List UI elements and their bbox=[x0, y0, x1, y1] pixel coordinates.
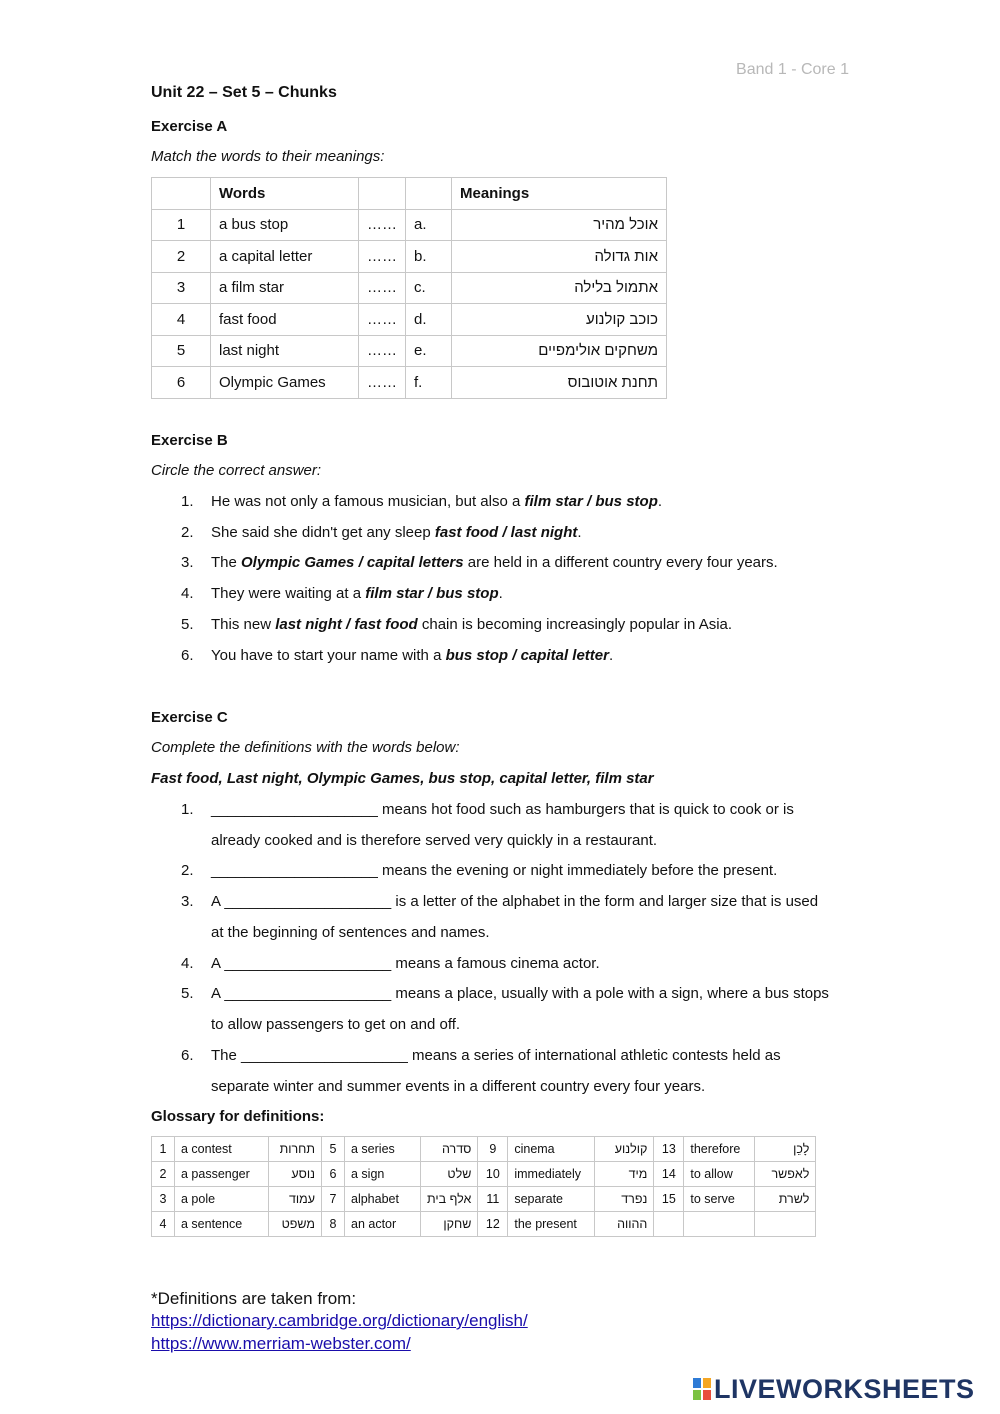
item-number: 6. bbox=[181, 1047, 194, 1064]
row-number: 1 bbox=[152, 209, 211, 241]
table-row bbox=[152, 1212, 816, 1237]
glossary-translation: שלט bbox=[421, 1162, 478, 1187]
glossary-translation: ההווה bbox=[595, 1212, 654, 1237]
glossary-term: a pole bbox=[175, 1187, 269, 1212]
item-number: 6. bbox=[181, 647, 194, 664]
answer-choice[interactable]: Olympic Games / capital letters bbox=[241, 554, 464, 571]
table-row bbox=[152, 241, 667, 273]
item-number: 4. bbox=[181, 585, 194, 602]
glossary-number: 14 bbox=[654, 1162, 684, 1187]
row-word: Olympic Games bbox=[211, 367, 359, 399]
glossary-number: 9 bbox=[478, 1137, 508, 1162]
row-letter: d. bbox=[406, 304, 452, 336]
item-text: This new bbox=[211, 616, 276, 633]
glossary-term: separate bbox=[508, 1187, 595, 1212]
glossary-number: 6 bbox=[322, 1162, 345, 1187]
answer-blank[interactable]: …… bbox=[359, 272, 406, 304]
row-meaning: אוכל מהיר bbox=[452, 209, 667, 241]
row-meaning: אתמול בלילה bbox=[452, 272, 667, 304]
row-number: 3 bbox=[152, 272, 211, 304]
item-number: 2. bbox=[181, 862, 194, 879]
glossary-translation: לָכֵן bbox=[755, 1137, 816, 1162]
definition-line[interactable]: A ____________________ is a letter of the alphabet in the form and larger size that is used bbox=[211, 893, 819, 910]
glossary-translation: עמוד bbox=[269, 1187, 322, 1212]
glossary-term: an actor bbox=[345, 1212, 421, 1237]
definition-line: at the beginning of sentences and names. bbox=[211, 924, 490, 941]
glossary-translation: משפט bbox=[269, 1212, 322, 1237]
table-row bbox=[152, 335, 667, 367]
item-text: The bbox=[211, 554, 242, 571]
glossary-number: 12 bbox=[478, 1212, 508, 1237]
item-number: 4. bbox=[181, 955, 194, 972]
item-text-end: . bbox=[608, 647, 614, 664]
item-text-end: chain is becoming increasingly popular in Asia. bbox=[417, 616, 733, 633]
item-text: He was not only a famous musician, but also a bbox=[211, 493, 525, 510]
definition-line[interactable]: ____________________ means hot food such as hamburgers that is quick to cook or is bbox=[211, 801, 794, 818]
row-letter: c. bbox=[406, 272, 452, 304]
answer-blank[interactable]: …… bbox=[359, 304, 406, 336]
glossary-number bbox=[654, 1212, 684, 1237]
answer-choice[interactable]: fast food / last night bbox=[434, 524, 578, 541]
table-row bbox=[152, 1137, 816, 1162]
answer-choice[interactable]: last night / fast food bbox=[275, 616, 418, 633]
glossary-translation: תחרות bbox=[269, 1137, 322, 1162]
glossary-number: 4 bbox=[152, 1212, 175, 1237]
definition-line[interactable]: The ____________________ means a series of international athletic contests held as bbox=[211, 1047, 781, 1064]
glossary-term: therefore bbox=[684, 1137, 755, 1162]
definition-line[interactable]: A ____________________ means a place, usually with a pole with a sign, where a bus stops bbox=[211, 985, 829, 1002]
definition-line: to allow passengers to get on and off. bbox=[211, 1016, 461, 1033]
glossary-term bbox=[684, 1212, 755, 1237]
answer-choice[interactable]: film star / bus stop bbox=[365, 585, 499, 602]
word-bank: Fast food, Last night, Olympic Games, bus stop, capital letter, film star bbox=[151, 770, 654, 787]
glossary-term: a passenger bbox=[175, 1162, 269, 1187]
item-number: 3. bbox=[181, 893, 194, 910]
glossary-term: to serve bbox=[684, 1187, 755, 1212]
cambridge-link[interactable]: https://dictionary.cambridge.org/dictionary/english/ bbox=[151, 1311, 528, 1330]
merriam-webster-link[interactable]: https://www.merriam-webster.com/ bbox=[151, 1334, 411, 1353]
glossary-number: 3 bbox=[152, 1187, 175, 1212]
item-number: 5. bbox=[181, 616, 194, 633]
row-letter: b. bbox=[406, 241, 452, 273]
answer-blank[interactable]: …… bbox=[359, 209, 406, 241]
glossary-title: Glossary for definitions: bbox=[151, 1108, 325, 1125]
answer-blank[interactable]: …… bbox=[359, 241, 406, 273]
item-text-end: are held in a different country every four years. bbox=[463, 554, 778, 571]
glossary-term: to allow bbox=[684, 1162, 755, 1187]
table-row bbox=[152, 304, 667, 336]
glossary-number: 13 bbox=[654, 1137, 684, 1162]
page-title: Unit 22 – Set 5 – Chunks bbox=[151, 84, 337, 101]
glossary-translation bbox=[755, 1212, 816, 1237]
glossary-number: 8 bbox=[322, 1212, 345, 1237]
exercise-a-title: Exercise A bbox=[151, 118, 228, 135]
item-number: 5. bbox=[181, 985, 194, 1002]
glossary-translation: לאפשר bbox=[755, 1162, 816, 1187]
glossary-translation: מיד bbox=[595, 1162, 654, 1187]
glossary-table bbox=[151, 1136, 816, 1237]
item-number: 3. bbox=[181, 554, 194, 571]
matching-table bbox=[151, 177, 667, 399]
answer-choice[interactable]: bus stop / capital letter bbox=[445, 647, 609, 664]
definition-line[interactable]: A ____________________ means a famous cinema actor. bbox=[211, 955, 600, 972]
row-letter: e. bbox=[406, 335, 452, 367]
glossary-number: 15 bbox=[654, 1187, 684, 1212]
glossary-term: a series bbox=[345, 1137, 421, 1162]
glossary-number: 2 bbox=[152, 1162, 175, 1187]
glossary-translation: נפרד bbox=[595, 1187, 654, 1212]
band-label: Band 1 - Core 1 bbox=[736, 61, 849, 78]
row-number: 2 bbox=[152, 241, 211, 273]
row-word: a film star bbox=[211, 272, 359, 304]
table-row bbox=[152, 1187, 816, 1212]
glossary-number: 1 bbox=[152, 1137, 175, 1162]
row-letter: a. bbox=[406, 209, 452, 241]
exercise-b-instruction: Circle the correct answer: bbox=[151, 462, 322, 479]
sources-label: *Definitions are taken from: bbox=[151, 1289, 357, 1308]
glossary-term: alphabet bbox=[345, 1187, 421, 1212]
item-number: 1. bbox=[181, 801, 194, 818]
liveworksheets-logo-icon bbox=[693, 1378, 711, 1400]
row-word: last night bbox=[211, 335, 359, 367]
answer-blank[interactable]: …… bbox=[359, 367, 406, 399]
row-number: 4 bbox=[152, 304, 211, 336]
glossary-number: 11 bbox=[478, 1187, 508, 1212]
row-number: 5 bbox=[152, 335, 211, 367]
row-letter: f. bbox=[406, 367, 452, 399]
row-number: 6 bbox=[152, 367, 211, 399]
glossary-number: 7 bbox=[322, 1187, 345, 1212]
glossary-term: immediately bbox=[508, 1162, 595, 1187]
row-word: fast food bbox=[211, 304, 359, 336]
item-text: You have to start your name with a bbox=[211, 647, 446, 664]
item-text-end: . bbox=[498, 585, 503, 602]
row-word: a capital letter bbox=[211, 241, 359, 273]
glossary-term: the present bbox=[508, 1212, 595, 1237]
item-number: 1. bbox=[181, 493, 194, 510]
item-text-end: . bbox=[657, 493, 663, 510]
glossary-translation: אלף בית bbox=[421, 1187, 478, 1212]
table-row bbox=[152, 272, 667, 304]
exercise-c-instruction: Complete the definitions with the words below: bbox=[151, 739, 460, 756]
answer-blank[interactable]: …… bbox=[359, 335, 406, 367]
item-text: She said she didn't get any sleep bbox=[211, 524, 435, 541]
row-meaning: כוכב קולנוע bbox=[452, 304, 667, 336]
glossary-term: a sign bbox=[345, 1162, 421, 1187]
glossary-translation: נוסע bbox=[269, 1162, 322, 1187]
item-text-end: . bbox=[577, 524, 582, 541]
glossary-number: 5 bbox=[322, 1137, 345, 1162]
table-row bbox=[152, 209, 667, 241]
answer-choice[interactable]: film star / bus stop bbox=[524, 493, 658, 510]
glossary-number: 10 bbox=[478, 1162, 508, 1187]
row-word: a bus stop bbox=[211, 209, 359, 241]
row-meaning: אות גדולה bbox=[452, 241, 667, 273]
exercise-a-instruction: Match the words to their meanings: bbox=[151, 148, 385, 165]
row-meaning: משחקים אולימפיים bbox=[452, 335, 667, 367]
item-text: They were waiting at a bbox=[211, 585, 366, 602]
definition-line: already cooked and is therefore served very quickly in a restaurant. bbox=[211, 832, 658, 849]
definition-line: separate winter and summer events in a different country every four years. bbox=[211, 1078, 706, 1095]
glossary-term: a sentence bbox=[175, 1212, 269, 1237]
exercise-b-title: Exercise B bbox=[151, 432, 228, 449]
table-row bbox=[152, 1162, 816, 1187]
row-meaning: תחנת אוטובוס bbox=[452, 367, 667, 399]
glossary-term: cinema bbox=[508, 1137, 595, 1162]
glossary-term: a contest bbox=[175, 1137, 269, 1162]
words-header: Words bbox=[211, 178, 359, 210]
exercise-c-title: Exercise C bbox=[151, 709, 228, 726]
glossary-translation: שחקן bbox=[421, 1212, 478, 1237]
glossary-translation: קולנוע bbox=[595, 1137, 654, 1162]
item-number: 2. bbox=[181, 524, 194, 541]
definition-line[interactable]: ____________________ means the evening or night immediately before the present. bbox=[211, 862, 778, 879]
table-header-row bbox=[152, 178, 667, 210]
glossary-translation: לשרת bbox=[755, 1187, 816, 1212]
table-row bbox=[152, 367, 667, 399]
meanings-header: Meanings bbox=[452, 178, 667, 210]
liveworksheets-brand[interactable]: LIVEWORKSHEETS bbox=[714, 1374, 975, 1404]
glossary-translation: סדרה bbox=[421, 1137, 478, 1162]
